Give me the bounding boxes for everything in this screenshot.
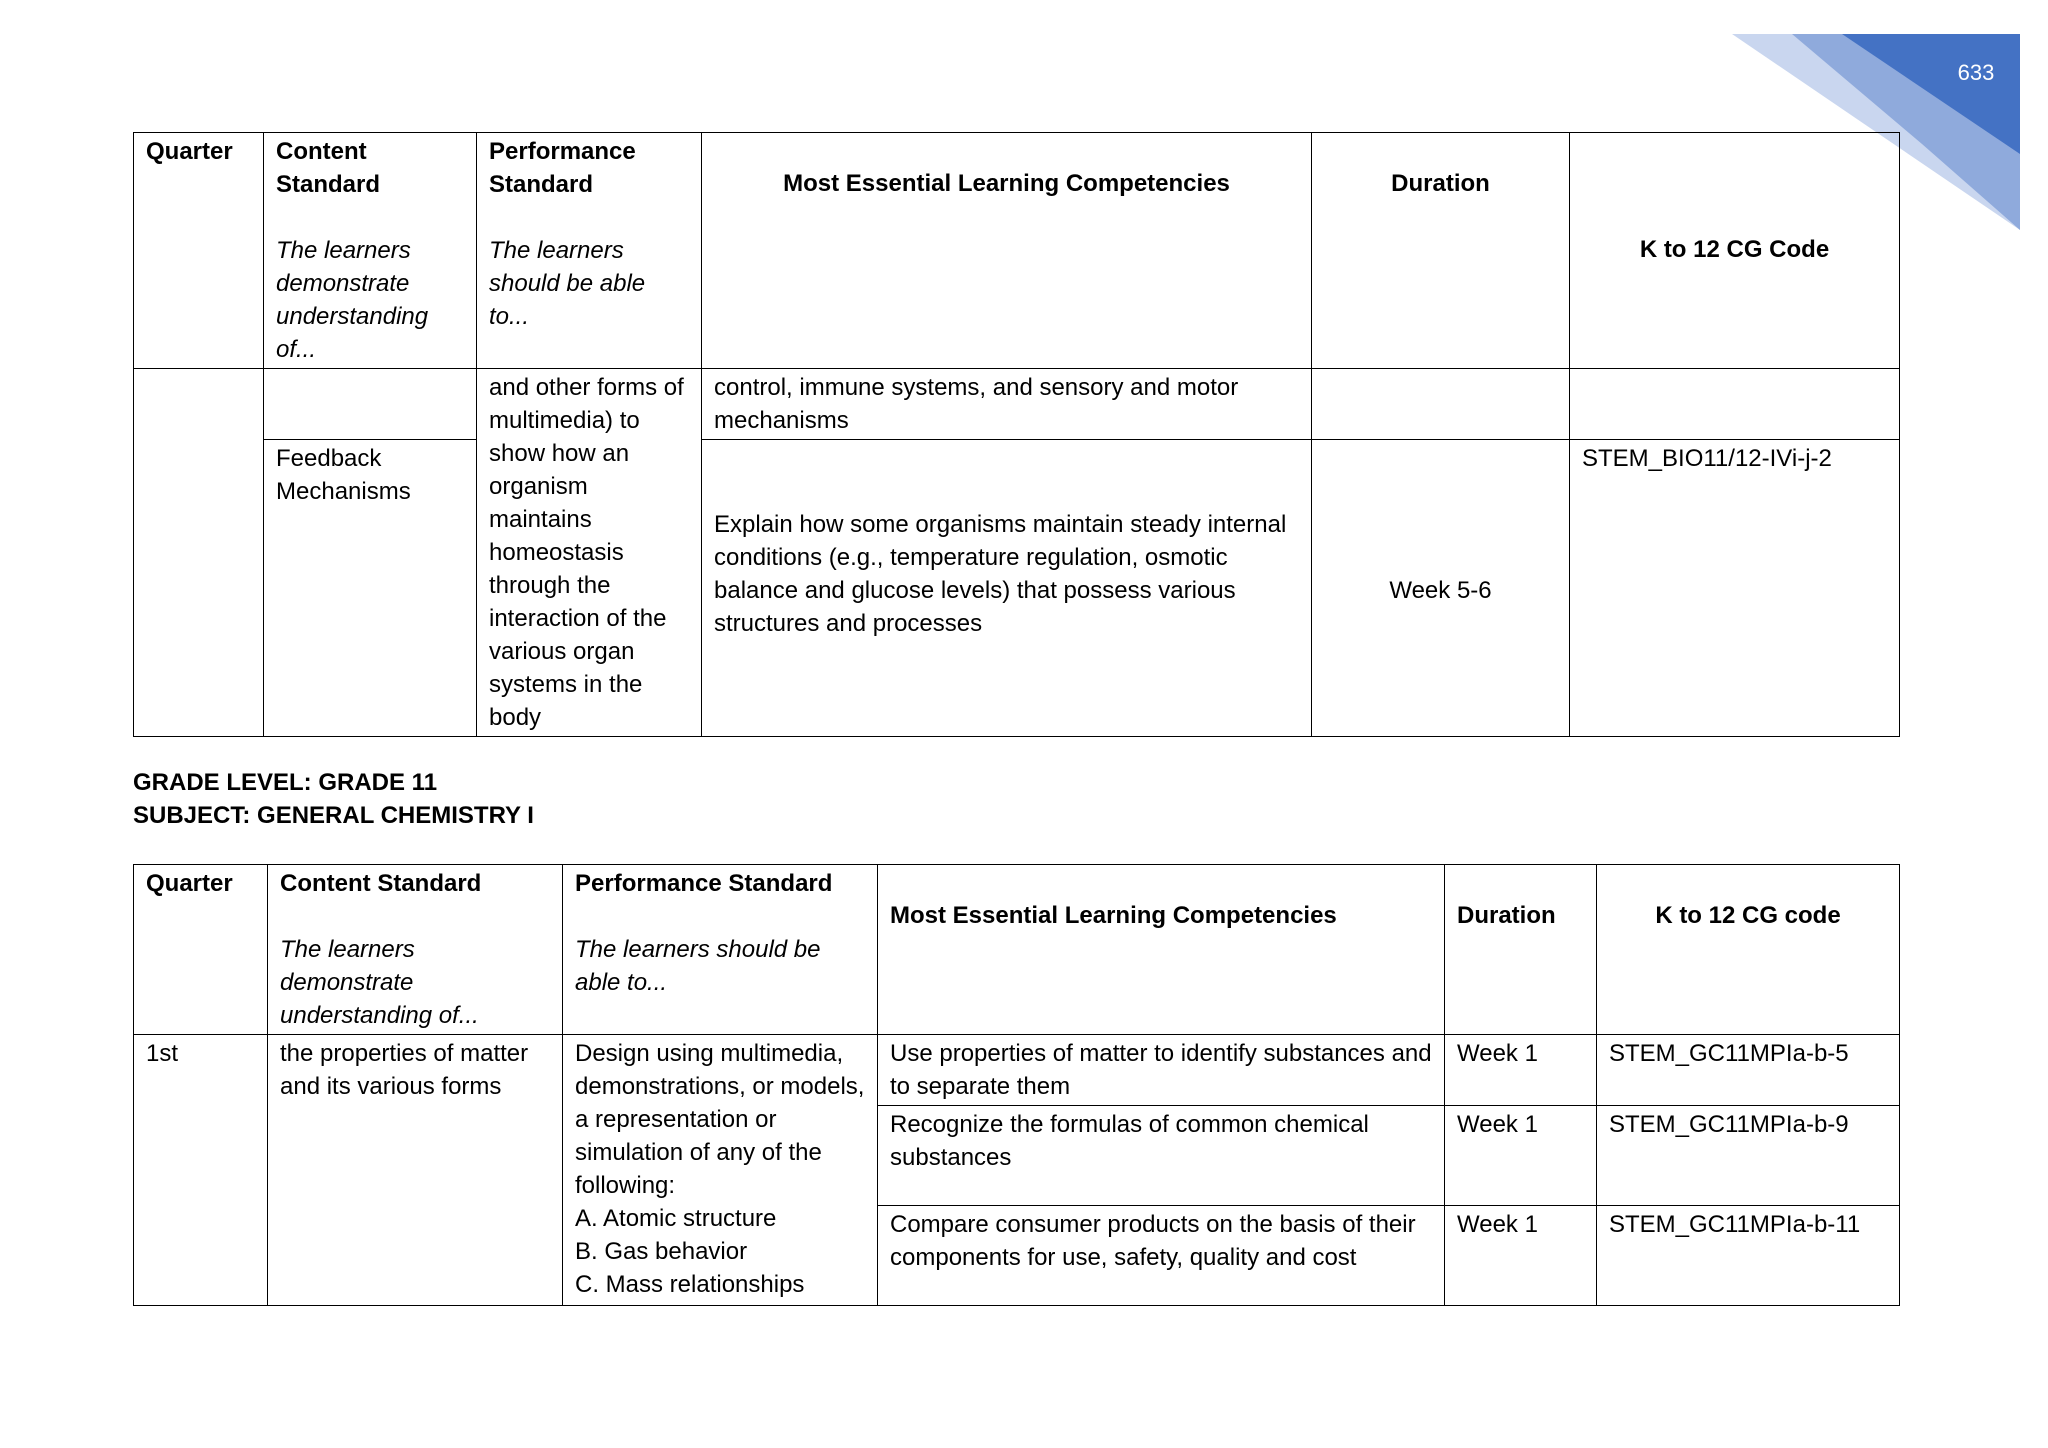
- header-performance-standard: Performance Standard The learners should be able to...: [477, 133, 702, 369]
- cell-competency: control, immune systems, and sensory and motor mechanisms: [702, 369, 1312, 440]
- header-competencies: Most Essential Learning Competencies: [702, 133, 1312, 369]
- table-row: [134, 369, 1900, 440]
- header-performance-standard: Performance Standard The learners should be able to...: [563, 865, 878, 1035]
- cell-competency: Recognize the formulas of common chemical substances: [878, 1106, 1445, 1206]
- header-duration: Duration: [1445, 865, 1597, 1035]
- biology-competency-table: [133, 132, 1900, 737]
- cell-code: STEM_BIO11/12-IVi-j-2: [1570, 440, 1900, 737]
- cell-duration: Week 1: [1445, 1206, 1597, 1306]
- cell-competency: Use properties of matter to identify substances and to separate them: [878, 1035, 1445, 1106]
- header-code: K to 12 CG Code: [1570, 133, 1900, 369]
- cell-competency: Compare consumer products on the basis of their components for use, safety, quality and cost: [878, 1206, 1445, 1306]
- subject-heading: SUBJECT: GENERAL CHEMISTRY I: [133, 802, 534, 829]
- cell-performance-standard: Design using multimedia, demonstrations, or models, a representation or simulation of any of the following: A. Atomic structure B. Gas behavior C. Mass relationships: [563, 1035, 878, 1306]
- cell-code: STEM_GC11MPIa-b-9: [1597, 1106, 1900, 1206]
- table-row: [134, 1035, 1900, 1106]
- table-header-row: [134, 133, 1900, 369]
- cell-content-standard: [264, 369, 477, 440]
- cell-duration: [1312, 369, 1570, 440]
- header-quarter: Quarter: [134, 865, 268, 1035]
- cell-code: STEM_GC11MPIa-b-5: [1597, 1035, 1900, 1106]
- header-quarter: Quarter: [134, 133, 264, 369]
- table-row: [134, 440, 1900, 737]
- cell-code: STEM_GC11MPIa-b-11: [1597, 1206, 1900, 1306]
- cell-code: [1570, 369, 1900, 440]
- header-duration: Duration: [1312, 133, 1570, 369]
- cell-competency: Explain how some organisms maintain steady internal conditions (e.g., temperature regulation, osmotic balance and glucose levels) that possess various structures and processes: [702, 440, 1312, 737]
- cell-duration: Week 1: [1445, 1035, 1597, 1106]
- header-content-standard: Content Standard The learners demonstrate understanding of...: [264, 133, 477, 369]
- cell-duration: Week 5-6: [1312, 440, 1570, 737]
- cell-content-standard: Feedback Mechanisms: [264, 440, 477, 737]
- header-competencies: Most Essential Learning Competencies: [878, 865, 1445, 1035]
- cell-performance-standard: and other forms of multimedia) to show how an organism maintains homeostasis through the interaction of the various organ systems in the body: [477, 369, 702, 737]
- cell-content-standard: the properties of matter and its various forms: [268, 1035, 563, 1306]
- chemistry-competency-table: [133, 864, 1900, 1306]
- cell-duration: Week 1: [1445, 1106, 1597, 1206]
- grade-level-heading: GRADE LEVEL: GRADE 11: [133, 769, 438, 796]
- cell-quarter: 1st: [134, 1035, 268, 1306]
- table-header-row: [134, 865, 1900, 1035]
- cell-quarter: [134, 369, 264, 737]
- page-number: 633: [1957, 60, 1995, 85]
- header-content-standard: Content Standard The learners demonstrate understanding of...: [268, 865, 563, 1035]
- header-code: K to 12 CG code: [1597, 865, 1900, 1035]
